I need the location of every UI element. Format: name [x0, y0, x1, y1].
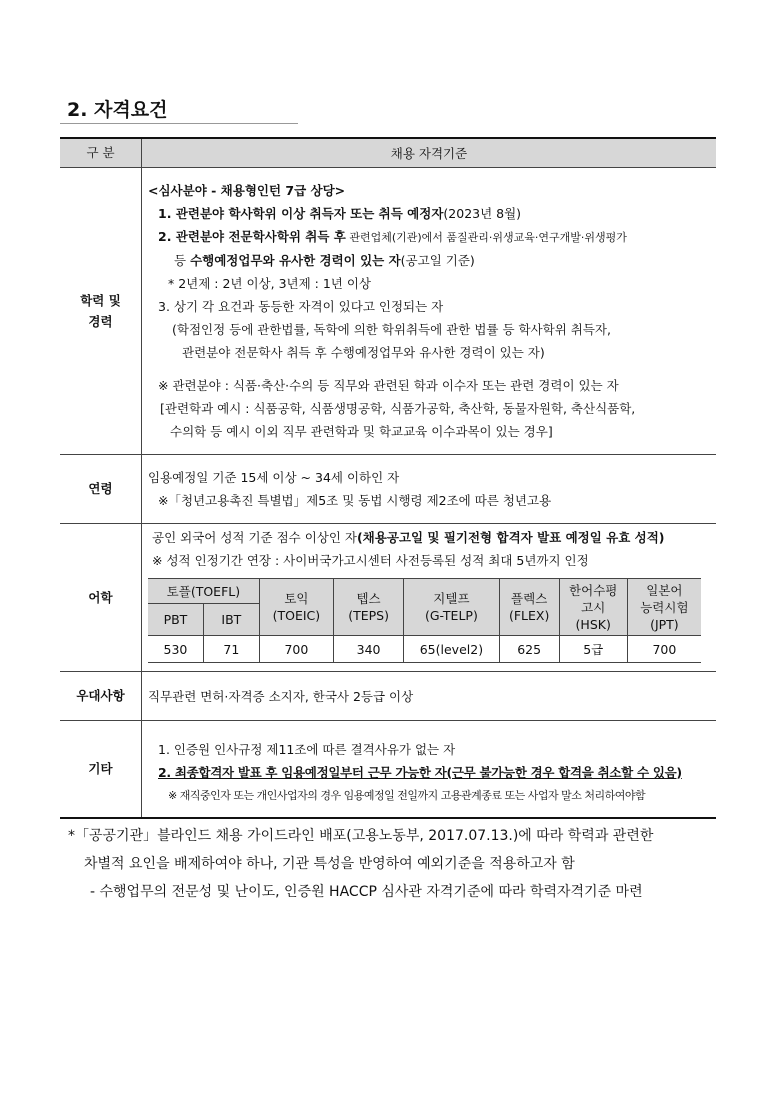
- education-item1-rest: (2023년 8월): [443, 206, 522, 221]
- education-item2-cont-rest: 등: [174, 253, 191, 268]
- education-item2-cont-bold: 수행예정업무와 유사한 경력이 있는 자: [190, 253, 401, 268]
- score-value-hsk: 5급: [559, 636, 627, 663]
- etc-line3: ※ 재직중인자 또는 개인사업자의 경우 임용예정일 전일까지 고용관계종료 또는 사업자 말소 처리하여야함: [168, 788, 646, 802]
- language-label: 어학: [60, 524, 142, 672]
- section-title: 2. 자격요건: [67, 99, 168, 121]
- preference-label: 우대사항: [60, 672, 142, 721]
- education-item1-bold: 1. 관련분야 학사학위 이상 취득자 또는 취득 예정자: [158, 206, 444, 221]
- score-head-pbt: PBT: [148, 604, 203, 636]
- education-item3-sub1: (학점인정 등에 관한법률, 독학에 의한 학위취득에 관한 법률 등 학사학위 취득자,: [172, 322, 611, 337]
- preference-criteria: 직무관련 면허·자격증 소지자, 한국사 2등급 이상: [142, 672, 717, 721]
- language-line2: ※ 성적 인정기간 연장 : 사이버국가고시센터 사전등록된 성적 최대 5년까지 인정: [152, 553, 589, 568]
- education-item2-cont: [148, 249, 710, 272]
- education-item2-bold: 2. 관련분야 전문학사학위 취득 후: [158, 229, 346, 244]
- language-line1-bold: (채용공고일 및 필기전형 합격자 발표 예정일 유효 성적): [356, 530, 665, 545]
- education-item2-note: * 2년제 : 2년 이상, 3년제 : 1년 이상: [168, 276, 371, 291]
- row-age: [60, 455, 716, 524]
- row-preference: [60, 672, 716, 721]
- education-criteria: [142, 168, 717, 455]
- education-note1: ※ 관련분야 : 식품·축산·수의 등 직무와 관련된 학과 이수자 또는 관련 경력이 있는 자: [158, 378, 619, 393]
- etc-criteria: [142, 721, 717, 819]
- score-head-toeic: 토익 (TOEIC): [259, 579, 333, 636]
- education-heading: <심사분야 - 채용형인턴 7급 상당>: [148, 183, 346, 198]
- footnote-line1: *「공공기관」블라인드 채용 가이드라인 배포(고용노동부, 2017.07.13.)에 따라 학력과 관련한: [68, 828, 654, 844]
- footnote-line3: - 수행업무의 전문성 및 난이도, 인증원 HACCP 심사관 자격기준에 따라 학력자격기준 마련: [90, 884, 643, 900]
- education-item3: 3. 상기 각 요건과 동등한 자격이 있다고 인정되는 자: [158, 299, 444, 314]
- score-value-gtelp: 65(level2): [404, 636, 500, 663]
- etc-label: 기타: [60, 721, 142, 819]
- header-criteria: 채용 자격기준: [142, 138, 717, 168]
- language-criteria: [142, 524, 717, 672]
- score-head-ibt: IBT: [203, 604, 259, 636]
- title-underline: [60, 123, 298, 124]
- row-etc: [60, 721, 716, 819]
- row-education: [60, 168, 716, 455]
- score-head-hsk: 한어수평 고시 (HSK): [559, 579, 627, 636]
- age-line2: ※「청년고용촉진 특별법」제5조 및 동법 시행령 제2조에 따른 청년고용: [158, 493, 552, 508]
- language-line1-rest: 공인 외국어 성적 기준 점수 이상인 자: [152, 530, 357, 545]
- score-value-pbt: 530: [148, 636, 203, 663]
- education-label: [60, 168, 142, 455]
- row-language: [60, 524, 716, 672]
- score-head-jpt: 일본어 능력시험 (JPT): [627, 579, 701, 636]
- footnote-line2: 차별적 요인을 배제하여야 하나, 기관 특성을 반영하여 예외기준을 적용하고자 함: [84, 856, 575, 872]
- education-item3-sub2: 관련분야 전문학사 취득 후 수행예정업무와 유사한 경력이 있는 자): [182, 345, 545, 360]
- education-label-line1: 학력 및: [80, 292, 121, 308]
- language-line1: [142, 526, 716, 549]
- score-value-ibt: 71: [203, 636, 259, 663]
- education-item2-cont-tail: (공고일 기준): [400, 253, 475, 268]
- score-head-teps: 텝스 (TEPS): [334, 579, 404, 636]
- score-head-toefl: 토플(TOEFL): [148, 579, 259, 604]
- header-category: 구 분: [60, 138, 142, 168]
- age-criteria: [142, 455, 717, 524]
- age-line1: 임용예정일 기준 15세 이상 ~ 34세 이하인 자: [148, 470, 400, 485]
- score-value-flex: 625: [499, 636, 559, 663]
- score-value-jpt: 700: [627, 636, 701, 663]
- education-label-line2: 경력: [88, 314, 113, 329]
- score-head-gtelp: 지텔프 (G-TELP): [404, 579, 500, 636]
- table-header-row: [60, 138, 716, 168]
- requirements-table: [60, 137, 716, 819]
- education-item2: [148, 225, 710, 249]
- age-label: 연령: [60, 455, 142, 524]
- education-note3: 수의학 등 예시 이외 직무 관련학과 및 학교교육 이수과목이 있는 경우]: [170, 424, 553, 439]
- footnotes: [68, 822, 728, 906]
- etc-line1: 1. 인증원 인사규정 제11조에 따른 결격사유가 없는 자: [158, 741, 456, 757]
- score-value-teps: 340: [334, 636, 404, 663]
- etc-line2: 2. 최종합격자 발표 후 임용예정일부터 근무 가능한 자(근무 불가능한 경우 합격을 취소할 수 있음): [158, 764, 682, 780]
- education-item2-rest: 관련업체(기관)에서 품질관리·위생교육·연구개발·위생평가: [345, 231, 627, 244]
- score-head-flex: 플렉스 (FLEX): [499, 579, 559, 636]
- language-score-table: [148, 578, 701, 663]
- education-item1: [148, 202, 710, 225]
- score-value-toeic: 700: [259, 636, 333, 663]
- education-note2: [관련학과 예시 : 식품공학, 식품생명공학, 식품가공학, 축산학, 동물자원학, 축산식품학,: [160, 401, 636, 416]
